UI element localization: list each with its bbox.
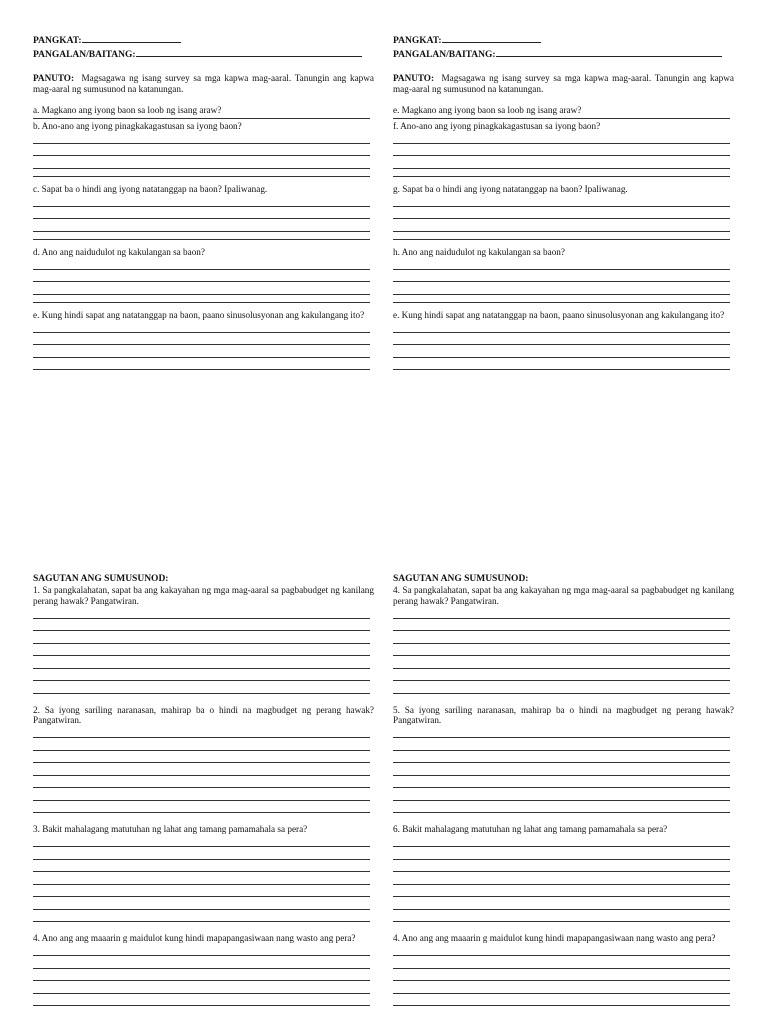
question: a. Magkano ang iyong baon sa loob ng isang araw? — [33, 105, 222, 115]
answer-line[interactable] — [33, 131, 370, 144]
answer-line[interactable] — [393, 257, 730, 270]
answer-line[interactable] — [33, 644, 370, 657]
answer-line[interactable] — [33, 872, 370, 885]
answer-line[interactable] — [393, 751, 730, 764]
answer-line[interactable] — [33, 116, 370, 119]
answer-line[interactable] — [33, 219, 370, 232]
answer-line[interactable] — [33, 738, 370, 751]
answer-line[interactable] — [393, 872, 730, 885]
answer-line[interactable] — [33, 333, 370, 346]
group-field — [393, 33, 734, 47]
answer-line[interactable] — [393, 801, 730, 814]
answer-line[interactable] — [393, 656, 730, 669]
group-label: PANGKAT: — [33, 36, 82, 46]
name-blank[interactable] — [136, 47, 362, 57]
answer-line[interactable] — [393, 219, 730, 232]
instruction — [393, 73, 734, 94]
answer-line[interactable] — [33, 669, 370, 682]
answer-line[interactable] — [393, 738, 730, 751]
question: h. Ano ang naidudulot ng kakulangan sa baon? — [393, 246, 565, 257]
name-label: PANGALAN/BAITANG: — [33, 50, 136, 60]
answer-line[interactable] — [33, 631, 370, 644]
answer-line[interactable] — [33, 194, 370, 207]
answer-line[interactable] — [33, 776, 370, 789]
question: e. Kung hindi sapat ang natatanggap na baon, paano sinusolusyonan ang kakulangang ito? — [33, 309, 365, 320]
exercise-question: 3. Bakit mahalagang matutuhan ng lahat ang tamang pamamahala sa pera? — [33, 824, 308, 834]
answer-line[interactable] — [33, 885, 370, 898]
answer-line[interactable] — [33, 169, 370, 177]
answer-line[interactable] — [393, 885, 730, 898]
answer-line[interactable] — [33, 835, 370, 848]
answer-line[interactable] — [33, 358, 370, 371]
group-field — [33, 33, 374, 47]
answer-line[interactable] — [393, 295, 730, 303]
answer-line[interactable] — [33, 944, 370, 957]
name-blank[interactable] — [496, 47, 722, 57]
instruction-label: PANUTO: — [33, 73, 75, 83]
answer-line[interactable] — [393, 681, 730, 694]
exercise-question: 6. Bakit mahalagang matutuhan ng lahat ang tamang pamamahala sa pera? — [393, 824, 668, 834]
answer-line[interactable] — [393, 631, 730, 644]
group-blank[interactable] — [442, 33, 541, 43]
answer-line[interactable] — [33, 345, 370, 358]
answer-line[interactable] — [393, 116, 730, 119]
name-field — [393, 47, 734, 61]
group-label: PANGKAT: — [393, 36, 442, 46]
answer-line[interactable] — [393, 835, 730, 848]
answer-line[interactable] — [33, 156, 370, 169]
answer-line[interactable] — [33, 295, 370, 303]
answer-line[interactable] — [393, 194, 730, 207]
section-title: SAGUTAN ANG SUMUSUNOD: — [33, 574, 169, 584]
answer-line[interactable] — [393, 333, 730, 346]
answer-line[interactable] — [393, 910, 730, 923]
answer-line[interactable] — [393, 282, 730, 295]
answer-line[interactable] — [393, 644, 730, 657]
answer-line[interactable] — [393, 156, 730, 169]
answer-line[interactable] — [393, 981, 730, 994]
answer-line[interactable] — [393, 669, 730, 682]
answer-line[interactable] — [393, 956, 730, 969]
answer-line[interactable] — [393, 169, 730, 177]
answer-line[interactable] — [33, 763, 370, 776]
answer-line[interactable] — [393, 726, 730, 739]
section-title: SAGUTAN ANG SUMUSUNOD: — [393, 574, 529, 584]
exercise-question: 1. Sa pangkalahatan, sapat ba ang kakayahan ng mga mag-aaral sa pagbabudget ng kanilang perang hawak? Pangatwiran. — [33, 585, 374, 606]
instruction — [33, 73, 374, 94]
group-blank[interactable] — [82, 33, 181, 43]
answer-line[interactable] — [393, 320, 730, 333]
answer-line[interactable] — [33, 847, 370, 860]
answer-line[interactable] — [33, 751, 370, 764]
question: d. Ano ang naidudulot ng kakulangan sa baon? — [33, 246, 205, 257]
answer-line[interactable] — [33, 619, 370, 632]
answer-line[interactable] — [33, 897, 370, 910]
answer-line[interactable] — [393, 788, 730, 801]
answer-line[interactable] — [393, 345, 730, 358]
answer-line[interactable] — [33, 270, 370, 283]
exercise-question: 4. Sa pangkalahatan, sapat ba ang kakayahan ng mga mag-aaral sa pagbabudget ng kanilang perang hawak? Pangatwiran. — [393, 585, 734, 606]
exercise-question: 4. Ano ang ang maaarin g maidulot kung hindi mapapangasiwaan nang wasto ang pera? — [393, 933, 716, 943]
answer-line[interactable] — [393, 207, 730, 220]
answer-line[interactable] — [33, 232, 370, 240]
answer-line[interactable] — [33, 726, 370, 739]
answer-line[interactable] — [393, 131, 730, 144]
answer-line[interactable] — [393, 270, 730, 283]
answer-line[interactable] — [33, 656, 370, 669]
answer-line[interactable] — [393, 969, 730, 982]
answer-line[interactable] — [33, 681, 370, 694]
question: c. Sapat ba o hindi ang iyong natatanggap na baon? Ipaliwanag. — [33, 183, 268, 194]
answer-line[interactable] — [33, 282, 370, 295]
answer-line[interactable] — [33, 788, 370, 801]
answer-line[interactable] — [393, 860, 730, 873]
answer-line[interactable] — [393, 994, 730, 1007]
answer-line[interactable] — [33, 860, 370, 873]
instruction-label: PANUTO: — [393, 73, 435, 83]
exercise-question: 2. Sa iyong sariling naranasan, mahirap ba o hindi na magbudget ng perang hawak? Pangatwiran. — [33, 704, 374, 725]
answer-line[interactable] — [33, 969, 370, 982]
exercise-left — [33, 574, 374, 1006]
answer-line[interactable] — [393, 763, 730, 776]
answer-line[interactable] — [33, 144, 370, 157]
answer-line[interactable] — [33, 910, 370, 923]
question: b. Ano-ano ang iyong pinagkakagastusan sa iyong baon? — [33, 120, 242, 131]
question: e. Kung hindi sapat ang natatanggap na baon, paano sinusolusyonan ang kakulangang ito? — [393, 309, 725, 320]
answer-line[interactable] — [393, 232, 730, 240]
answer-line[interactable] — [33, 981, 370, 994]
question: e. Magkano ang iyong baon sa loob ng isang araw? — [393, 105, 582, 115]
survey-left — [33, 33, 374, 370]
answer-line[interactable] — [393, 847, 730, 860]
instruction-text: Magsagawa ng isang survey sa mga kapwa mag-aaral. Tanungin ang kapwa mag-aaral ng sumusunod na katanungan. — [393, 73, 734, 94]
answer-line[interactable] — [33, 207, 370, 220]
answer-line[interactable] — [33, 257, 370, 270]
exercise-question: 4. Ano ang ang maaarin g maidulot kung hindi mapapangasiwaan nang wasto ang pera? — [33, 933, 356, 943]
answer-line[interactable] — [393, 776, 730, 789]
answer-line[interactable] — [33, 994, 370, 1007]
answer-line[interactable] — [393, 619, 730, 632]
answer-line[interactable] — [33, 320, 370, 333]
name-field — [33, 47, 374, 61]
answer-line[interactable] — [393, 144, 730, 157]
exercise-question: 5. Sa iyong sariling naranasan, mahirap ba o hindi na magbudget ng perang hawak? Pangatwiran. — [393, 704, 734, 725]
answer-line[interactable] — [393, 358, 730, 371]
instruction-text: Magsagawa ng isang survey sa mga kapwa mag-aaral. Tanungin ang kapwa mag-aaral ng sumusunod na katanungan. — [33, 73, 374, 94]
answer-line[interactable] — [393, 944, 730, 957]
answer-line[interactable] — [33, 956, 370, 969]
name-label: PANGALAN/BAITANG: — [393, 50, 496, 60]
answer-line[interactable] — [393, 606, 730, 619]
answer-line[interactable] — [33, 606, 370, 619]
survey-right — [393, 33, 734, 370]
answer-line[interactable] — [33, 801, 370, 814]
answer-line[interactable] — [393, 897, 730, 910]
question: f. Ano-ano ang iyong pinagkakagastusan sa iyong baon? — [393, 120, 601, 131]
question: g. Sapat ba o hindi ang iyong natatanggap na baon? Ipaliwanag. — [393, 183, 628, 194]
exercise-right — [393, 574, 734, 1006]
